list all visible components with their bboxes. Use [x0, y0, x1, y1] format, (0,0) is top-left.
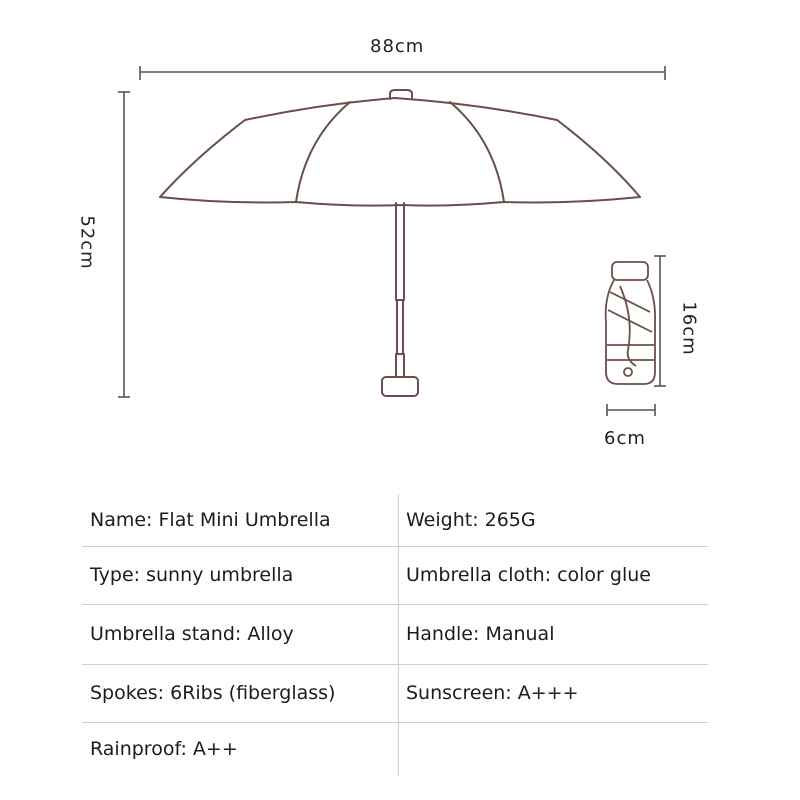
spec-sunscreen: Sunscreen: A+++ — [406, 682, 579, 704]
height-dimension-label: 52cm — [76, 215, 98, 270]
spec-handle: Handle: Manual — [406, 623, 555, 645]
spec-table — [82, 494, 708, 776]
width-dimension-line — [140, 66, 665, 80]
closed-width-dimension-label: 6cm — [604, 428, 646, 449]
closed-width-dimension-line — [607, 404, 655, 416]
spec-cloth: Umbrella cloth: color glue — [406, 564, 651, 586]
closed-height-dimension-label: 16cm — [678, 301, 700, 356]
width-dimension-label: 88cm — [370, 36, 425, 57]
spec-type: Type: sunny umbrella — [90, 564, 294, 586]
spec-weight: Weight: 265G — [406, 509, 536, 531]
table-row — [82, 664, 708, 723]
table-row — [82, 604, 708, 665]
spec-name: Name: Flat Mini Umbrella — [90, 509, 331, 531]
table-row — [82, 494, 708, 547]
height-dimension-line — [118, 92, 130, 397]
spec-stand: Umbrella stand: Alloy — [90, 623, 294, 645]
spec-spokes: Spokes: 6Ribs (fiberglass) — [90, 682, 336, 704]
open-umbrella-outline — [160, 90, 640, 396]
closed-umbrella-outline — [606, 262, 655, 384]
spec-rainproof: Rainproof: A++ — [90, 738, 238, 760]
table-row — [82, 546, 708, 605]
table-row — [82, 722, 708, 776]
